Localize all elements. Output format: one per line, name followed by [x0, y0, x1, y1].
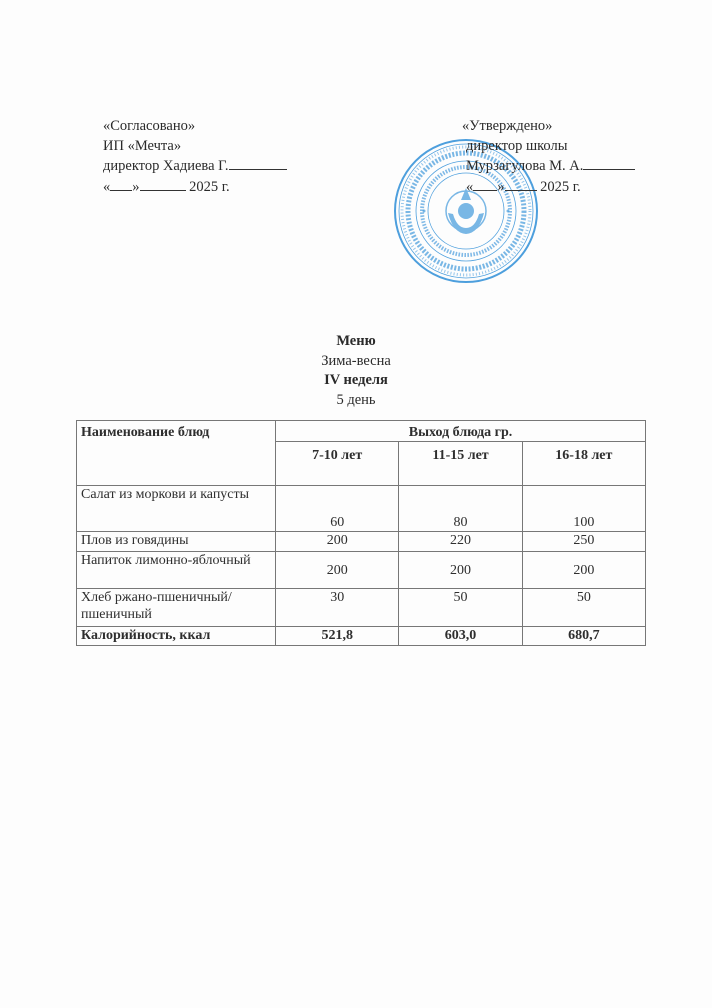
- menu-heading: [0, 332, 712, 410]
- month-blank: [505, 177, 537, 191]
- approved-year: 2025 г.: [536, 178, 581, 195]
- dish-value: 200: [276, 532, 399, 552]
- dish-name: Плов из говядины: [77, 532, 276, 552]
- total-value: 603,0: [399, 627, 522, 646]
- table-row: [77, 552, 646, 589]
- header-age-11-15: 11-15 лет: [399, 442, 522, 486]
- agreed-year: 2025 г.: [185, 178, 230, 195]
- menu-week: IV неделя: [324, 372, 388, 388]
- quote-open: «: [466, 178, 474, 195]
- header-dish-name: Наименование блюд: [77, 421, 276, 486]
- quote-open: «: [103, 178, 111, 195]
- header-output: Выход блюда гр.: [276, 421, 646, 442]
- table-row: [77, 589, 646, 627]
- agreed-date-line: [103, 177, 287, 198]
- menu-table: [76, 420, 646, 646]
- dish-name: Напиток лимонно-яблочный: [77, 552, 276, 589]
- month-blank: [140, 177, 186, 191]
- approved-position: директор школы: [466, 137, 568, 154]
- dish-value: 200: [276, 552, 399, 589]
- signature-line: [229, 156, 287, 170]
- dish-value: 200: [522, 552, 645, 589]
- dish-value: 220: [399, 532, 522, 552]
- approved-date-line: [462, 177, 635, 198]
- dish-value: 60: [276, 486, 399, 532]
- agreed-signer-line: [103, 156, 287, 177]
- table-row: [77, 532, 646, 552]
- total-value: 680,7: [522, 627, 645, 646]
- header-age-16-18: 16-18 лет: [522, 442, 645, 486]
- approval-block-approved: [462, 117, 635, 197]
- menu-day: 5 день: [336, 391, 376, 408]
- quote-close: »: [132, 178, 140, 195]
- approved-signer: Мурзагулова М. А.: [466, 158, 584, 174]
- dish-value: 50: [399, 589, 522, 627]
- table-header-row: [77, 421, 646, 442]
- dish-value: 100: [522, 486, 645, 532]
- dish-name: Салат из моркови и капусты: [77, 486, 276, 532]
- day-blank: [473, 177, 497, 191]
- menu-season: Зима-весна: [321, 352, 391, 369]
- dish-value: 80: [399, 486, 522, 532]
- day-blank: [110, 177, 132, 191]
- dish-value: 250: [522, 532, 645, 552]
- total-label: Калорийность, ккал: [77, 627, 276, 646]
- total-value: 521,8: [276, 627, 399, 646]
- dish-name: Хлеб ржано-пшеничный/пшеничный: [77, 589, 276, 627]
- dish-value: 30: [276, 589, 399, 627]
- signature-line: [583, 156, 635, 170]
- table-row: [77, 486, 646, 532]
- agreed-signer: директор Хадиева Г.: [103, 158, 229, 174]
- approval-block-agreed: [103, 117, 287, 197]
- dish-value: 50: [522, 589, 645, 627]
- dish-value: 200: [399, 552, 522, 589]
- agreed-org: ИП «Мечта»: [103, 137, 182, 154]
- menu-title: Меню: [336, 333, 376, 349]
- approved-title: «Утверждено»: [462, 118, 553, 134]
- approved-signer-line: [462, 156, 635, 177]
- header-age-7-10: 7-10 лет: [276, 442, 399, 486]
- table-total-row: [77, 627, 646, 646]
- quote-close: »: [497, 178, 505, 195]
- agreed-title: «Согласовано»: [103, 118, 196, 134]
